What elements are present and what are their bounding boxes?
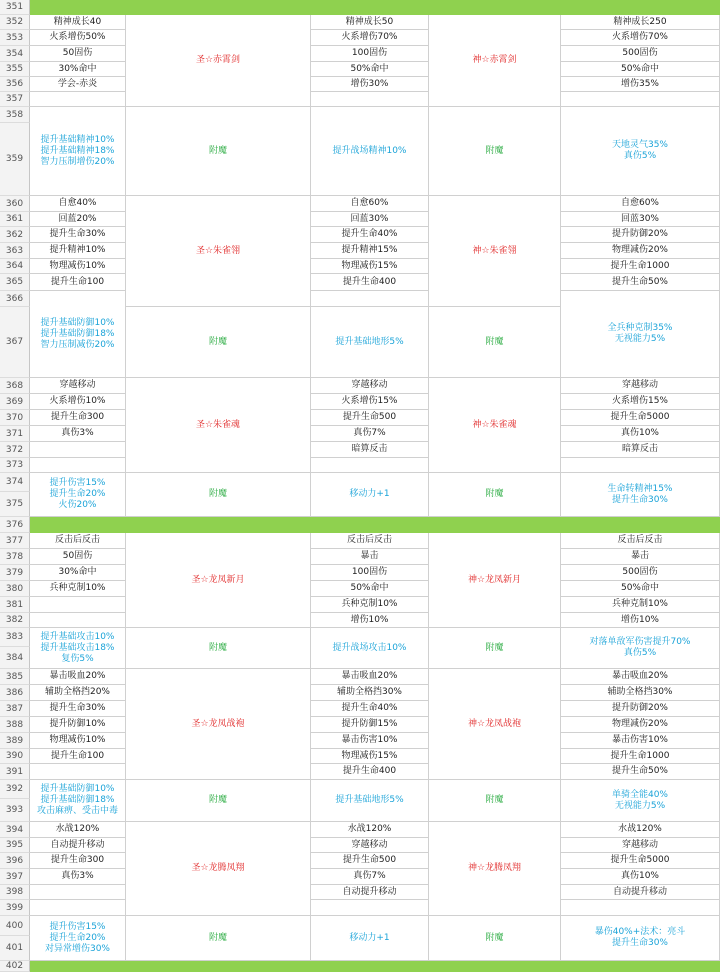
bonus-cell[interactable]: 提升基础防御10% 提升基础防御18% 攻击麻痹、受击中毒 — [30, 780, 126, 822]
weapon-name-cell[interactable]: 圣☆朱雀魂 — [126, 378, 311, 473]
stat-cell[interactable]: 30%命中 — [30, 565, 126, 581]
stat-cell[interactable]: 增伤10% — [561, 613, 720, 628]
stat-cell[interactable]: 提升生命50% — [561, 274, 720, 291]
stat-cell[interactable]: 兵种克制10% — [30, 581, 126, 597]
row-number[interactable]: 387 — [0, 701, 30, 717]
stat-cell[interactable]: 100固伤 — [311, 46, 429, 62]
enchant-label-cell[interactable]: 附魔 — [429, 628, 561, 669]
weapon-name-cell[interactable]: 神☆龙腾凤翔 — [429, 822, 561, 916]
weapon-name-cell[interactable]: 神☆赤霄剑 — [429, 15, 561, 107]
enchant-label-cell[interactable]: 附魔 — [429, 916, 561, 961]
row-number[interactable]: 385 — [0, 669, 30, 685]
enchant-label-cell[interactable]: 附魔 — [429, 473, 561, 517]
bonus-cell[interactable]: 移动力+1 — [311, 916, 429, 961]
stat-cell[interactable]: 暴击伤害10% — [311, 733, 429, 749]
row-number[interactable]: 362 — [0, 227, 30, 243]
stat-cell[interactable]: 暗算反击 — [311, 442, 429, 458]
bonus-cell[interactable]: 暴伤40%+法术：亮斗 提升生命30% — [561, 916, 720, 961]
stat-cell[interactable]: 真伤3% — [30, 426, 126, 442]
empty-cell[interactable] — [311, 291, 429, 307]
weapon-name-cell[interactable]: 神☆朱雀翎 — [429, 196, 561, 307]
stat-cell[interactable]: 提升生命500 — [311, 853, 429, 869]
stat-cell[interactable]: 回蓝20% — [30, 212, 126, 227]
stat-cell[interactable]: 火系增伤15% — [311, 394, 429, 410]
empty-cell[interactable] — [30, 442, 126, 458]
stat-cell[interactable]: 辅助全格挡30% — [311, 685, 429, 701]
row-number[interactable]: 363 — [0, 243, 30, 259]
empty-cell[interactable] — [561, 900, 720, 916]
row-number[interactable]: 377 — [0, 533, 30, 549]
weapon-name-cell[interactable]: 圣☆龙凤新月 — [126, 533, 311, 628]
stat-cell[interactable]: 自动提升移动 — [311, 885, 429, 900]
row-number[interactable]: 401 — [0, 936, 30, 961]
empty-cell[interactable] — [30, 92, 126, 107]
stat-cell[interactable]: 穿越移动 — [311, 838, 429, 853]
enchant-label-cell[interactable]: 附魔 — [126, 916, 311, 961]
empty-cell[interactable] — [561, 458, 720, 473]
bonus-cell[interactable]: 提升基础精神10% 提升基础精神18% 智力压制增伤20% — [30, 107, 126, 196]
row-number[interactable]: 376 — [0, 517, 30, 533]
stat-cell[interactable]: 暴击吸血20% — [30, 669, 126, 685]
stat-cell[interactable]: 真伤10% — [561, 426, 720, 442]
stat-cell[interactable]: 精神成长40 — [30, 15, 126, 30]
stat-cell[interactable]: 提升生命100 — [30, 274, 126, 291]
green-separator-row — [30, 961, 720, 972]
stat-cell[interactable]: 火系增伤70% — [561, 30, 720, 46]
stat-cell[interactable]: 学会-赤炎 — [30, 77, 126, 92]
stat-cell[interactable]: 水战120% — [561, 822, 720, 838]
row-number[interactable]: 374 — [0, 473, 30, 492]
stat-cell[interactable]: 提升生命400 — [311, 274, 429, 291]
row-number[interactable]: 392 — [0, 780, 30, 799]
empty-cell[interactable] — [30, 597, 126, 613]
stat-cell[interactable]: 自动提升移动 — [561, 885, 720, 900]
stat-cell[interactable]: 反击后反击 — [30, 533, 126, 549]
stat-cell[interactable]: 提升防御20% — [561, 227, 720, 243]
stat-cell[interactable]: 暴击吸血20% — [561, 669, 720, 685]
row-number[interactable]: 352 — [0, 15, 30, 30]
weapon-name-cell[interactable]: 神☆龙凤战袍 — [429, 669, 561, 780]
stat-cell[interactable]: 增伤35% — [561, 77, 720, 92]
row-number[interactable]: 355 — [0, 62, 30, 77]
stat-cell[interactable]: 穿越移动 — [561, 838, 720, 853]
row-number[interactable]: 378 — [0, 549, 30, 565]
row-number[interactable]: 386 — [0, 685, 30, 701]
empty-cell[interactable] — [561, 92, 720, 107]
empty-cell[interactable] — [30, 900, 126, 916]
stat-cell[interactable]: 回蓝30% — [561, 212, 720, 227]
green-separator-row — [30, 0, 720, 15]
stat-cell[interactable]: 辅助全格挡30% — [561, 685, 720, 701]
stat-cell[interactable]: 500固伤 — [561, 46, 720, 62]
empty-cell[interactable] — [30, 764, 126, 780]
stat-cell[interactable]: 辅助全格挡20% — [30, 685, 126, 701]
row-number[interactable]: 384 — [0, 647, 30, 669]
stat-cell[interactable]: 提升生命500 — [311, 410, 429, 426]
stat-cell[interactable]: 穿越移动 — [30, 378, 126, 394]
row-number[interactable]: 354 — [0, 46, 30, 62]
bonus-cell[interactable]: 提升战场攻击10% — [311, 628, 429, 669]
row-number[interactable]: 380 — [0, 581, 30, 597]
enchant-label-cell[interactable]: 附魔 — [126, 780, 311, 822]
stat-cell[interactable]: 火系增伤50% — [30, 30, 126, 46]
stat-cell[interactable]: 暴击 — [311, 549, 429, 565]
stat-cell[interactable]: 物理减伤10% — [30, 733, 126, 749]
stat-cell[interactable]: 50固伤 — [30, 46, 126, 62]
row-number[interactable]: 356 — [0, 77, 30, 92]
row-number[interactable]: 402 — [0, 961, 30, 972]
stat-cell[interactable]: 提升精神15% — [311, 243, 429, 259]
row-number[interactable]: 371 — [0, 426, 30, 442]
stat-cell[interactable]: 自愈60% — [561, 196, 720, 212]
weapon-name-cell[interactable]: 神☆朱雀魂 — [429, 378, 561, 473]
stat-cell[interactable]: 增伤10% — [311, 613, 429, 628]
bonus-cell[interactable]: 单骑全能40% 无视能力5% — [561, 780, 720, 822]
row-number[interactable]: 400 — [0, 916, 30, 936]
stat-cell[interactable]: 提升生命30% — [30, 701, 126, 717]
stat-cell[interactable]: 提升精神10% — [30, 243, 126, 259]
stat-cell[interactable]: 50固伤 — [30, 549, 126, 565]
row-number[interactable]: 369 — [0, 394, 30, 410]
bonus-cell[interactable]: 生命转精神15% 提升生命30% — [561, 473, 720, 517]
stat-cell[interactable]: 真伤7% — [311, 426, 429, 442]
stat-cell[interactable]: 50%命中 — [311, 581, 429, 597]
stat-cell[interactable]: 自愈60% — [311, 196, 429, 212]
stat-cell[interactable]: 30%命中 — [30, 62, 126, 77]
green-separator-row — [30, 517, 720, 533]
stat-cell[interactable]: 50%命中 — [311, 62, 429, 77]
stat-cell[interactable]: 物理减伤20% — [561, 717, 720, 733]
enchant-label-cell[interactable]: 附魔 — [126, 473, 311, 517]
weapon-name-cell[interactable]: 圣☆龙凤战袍 — [126, 669, 311, 780]
stat-cell[interactable]: 物理减伤15% — [311, 749, 429, 764]
enchant-label-cell[interactable]: 附魔 — [126, 628, 311, 669]
stat-cell[interactable]: 提升生命5000 — [561, 410, 720, 426]
stat-cell[interactable]: 兵种克制10% — [561, 597, 720, 613]
stat-cell[interactable]: 100固伤 — [311, 565, 429, 581]
bonus-cell[interactable]: 对落单敌军伤害提升70% 真伤5% — [561, 628, 720, 669]
row-number[interactable]: 379 — [0, 565, 30, 581]
stat-cell[interactable]: 真伤3% — [30, 869, 126, 885]
bonus-cell[interactable]: 提升战场精神10% — [311, 107, 429, 196]
stat-cell[interactable]: 提升生命5000 — [561, 853, 720, 869]
stat-cell[interactable]: 提升生命40% — [311, 227, 429, 243]
bonus-cell[interactable]: 提升基础地形5% — [311, 780, 429, 822]
stat-cell[interactable]: 精神成长250 — [561, 15, 720, 30]
stat-cell[interactable]: 提升防御15% — [311, 717, 429, 733]
stat-cell[interactable]: 50%命中 — [561, 62, 720, 77]
stat-cell[interactable]: 物理减伤15% — [311, 259, 429, 274]
stat-cell[interactable]: 提升生命1000 — [561, 749, 720, 764]
stat-cell[interactable]: 穿越移动 — [561, 378, 720, 394]
row-number[interactable]: 382 — [0, 613, 30, 628]
row-number[interactable]: 372 — [0, 442, 30, 458]
stat-cell[interactable]: 提升生命40% — [311, 701, 429, 717]
empty-cell[interactable] — [311, 458, 429, 473]
bonus-cell[interactable]: 提升伤害15% 提升生命20% 火伤20% — [30, 473, 126, 517]
enchant-label-cell[interactable]: 附魔 — [429, 780, 561, 822]
stat-cell[interactable]: 暴击吸血20% — [311, 669, 429, 685]
stat-cell[interactable]: 自动提升移动 — [30, 838, 126, 853]
empty-cell[interactable] — [311, 900, 429, 916]
row-number[interactable]: 389 — [0, 733, 30, 749]
weapon-name-cell[interactable]: 神☆龙凤新月 — [429, 533, 561, 628]
row-number[interactable]: 366 — [0, 291, 30, 307]
row-number[interactable]: 395 — [0, 838, 30, 853]
bonus-cell[interactable]: 提升基础攻击10% 提升基础攻击18% 复伤5% — [30, 628, 126, 669]
row-number[interactable]: 393 — [0, 799, 30, 822]
stat-cell[interactable]: 提升生命1000 — [561, 259, 720, 274]
row-number[interactable]: 373 — [0, 458, 30, 473]
bonus-cell[interactable]: 移动力+1 — [311, 473, 429, 517]
stat-cell[interactable]: 物理减伤10% — [30, 259, 126, 274]
stat-cell[interactable]: 真伤7% — [311, 869, 429, 885]
stat-cell[interactable]: 反击后反击 — [311, 533, 429, 549]
empty-cell[interactable] — [30, 458, 126, 473]
stat-cell[interactable]: 提升防御20% — [561, 701, 720, 717]
row-number[interactable]: 361 — [0, 212, 30, 227]
row-number[interactable]: 396 — [0, 853, 30, 869]
bonus-cell[interactable]: 提升基础防御10% 提升基础防御18% 智力压制减伤20% — [30, 291, 126, 378]
bonus-cell[interactable]: 提升伤害15% 提升生命20% 对异常增伤30% — [30, 916, 126, 961]
row-number[interactable]: 359 — [0, 123, 30, 196]
stat-cell[interactable]: 兵种克制10% — [311, 597, 429, 613]
empty-cell[interactable] — [30, 613, 126, 628]
empty-cell[interactable] — [311, 92, 429, 107]
row-number[interactable]: 360 — [0, 196, 30, 212]
row-number[interactable]: 391 — [0, 764, 30, 780]
row-number[interactable]: 381 — [0, 597, 30, 613]
stat-cell[interactable]: 真伤10% — [561, 869, 720, 885]
enchant-label-cell[interactable]: 附魔 — [126, 107, 311, 196]
row-number[interactable]: 364 — [0, 259, 30, 274]
stat-cell[interactable]: 提升生命300 — [30, 853, 126, 869]
stat-cell[interactable]: 500固伤 — [561, 565, 720, 581]
bonus-cell[interactable]: 全兵种克制35% 无视能力5% — [561, 291, 720, 378]
row-number[interactable]: 351 — [0, 0, 30, 15]
row-number[interactable]: 357 — [0, 92, 30, 107]
stat-cell[interactable]: 物理减伤20% — [561, 243, 720, 259]
row-number[interactable]: 365 — [0, 274, 30, 291]
row-number[interactable]: 367 — [0, 307, 30, 378]
stat-cell[interactable]: 水战120% — [311, 822, 429, 838]
stat-cell[interactable]: 提升防御10% — [30, 717, 126, 733]
stat-cell[interactable]: 火系增伤15% — [561, 394, 720, 410]
stat-cell[interactable]: 自愈40% — [30, 196, 126, 212]
row-number[interactable]: 388 — [0, 717, 30, 733]
stat-cell[interactable]: 提升生命50% — [561, 764, 720, 780]
stat-cell[interactable]: 回蓝30% — [311, 212, 429, 227]
stat-cell[interactable]: 火系增伤70% — [311, 30, 429, 46]
row-number[interactable]: 383 — [0, 628, 30, 647]
stat-cell[interactable]: 暴击伤害10% — [561, 733, 720, 749]
row-number[interactable]: 358 — [0, 107, 30, 123]
bonus-cell[interactable]: 提升基础地形5% — [311, 307, 429, 378]
bonus-cell[interactable]: 天地灵气35% 真伤5% — [561, 107, 720, 196]
row-number[interactable]: 397 — [0, 869, 30, 885]
stat-cell[interactable]: 暴击 — [561, 549, 720, 565]
enchant-label-cell[interactable]: 附魔 — [429, 107, 561, 196]
enchant-label-cell[interactable]: 附魔 — [126, 307, 311, 378]
stat-cell[interactable]: 水战120% — [30, 822, 126, 838]
row-number[interactable]: 398 — [0, 885, 30, 900]
stat-cell[interactable]: 提升生命300 — [30, 410, 126, 426]
stat-cell[interactable]: 精神成长50 — [311, 15, 429, 30]
empty-cell[interactable] — [30, 885, 126, 900]
row-number[interactable]: 370 — [0, 410, 30, 426]
row-number[interactable]: 375 — [0, 492, 30, 517]
row-number[interactable]: 353 — [0, 30, 30, 46]
stat-cell[interactable]: 暗算反击 — [561, 442, 720, 458]
row-number[interactable]: 399 — [0, 900, 30, 916]
stat-cell[interactable]: 反击后反击 — [561, 533, 720, 549]
stat-cell[interactable]: 火系增伤10% — [30, 394, 126, 410]
weapon-name-cell[interactable]: 圣☆龙腾凤翔 — [126, 822, 311, 916]
enchant-label-cell[interactable]: 附魔 — [429, 307, 561, 378]
stat-cell[interactable]: 提升生命100 — [30, 749, 126, 764]
row-number[interactable]: 390 — [0, 749, 30, 764]
stat-cell[interactable]: 50%命中 — [561, 581, 720, 597]
stat-cell[interactable]: 增伤30% — [311, 77, 429, 92]
stat-cell[interactable]: 提升生命30% — [30, 227, 126, 243]
stat-cell[interactable]: 穿越移动 — [311, 378, 429, 394]
stat-cell[interactable]: 提升生命400 — [311, 764, 429, 780]
weapon-name-cell[interactable]: 圣☆朱雀翎 — [126, 196, 311, 307]
row-number[interactable]: 368 — [0, 378, 30, 394]
row-number[interactable]: 394 — [0, 822, 30, 838]
weapon-name-cell[interactable]: 圣☆赤霄剑 — [126, 15, 311, 107]
